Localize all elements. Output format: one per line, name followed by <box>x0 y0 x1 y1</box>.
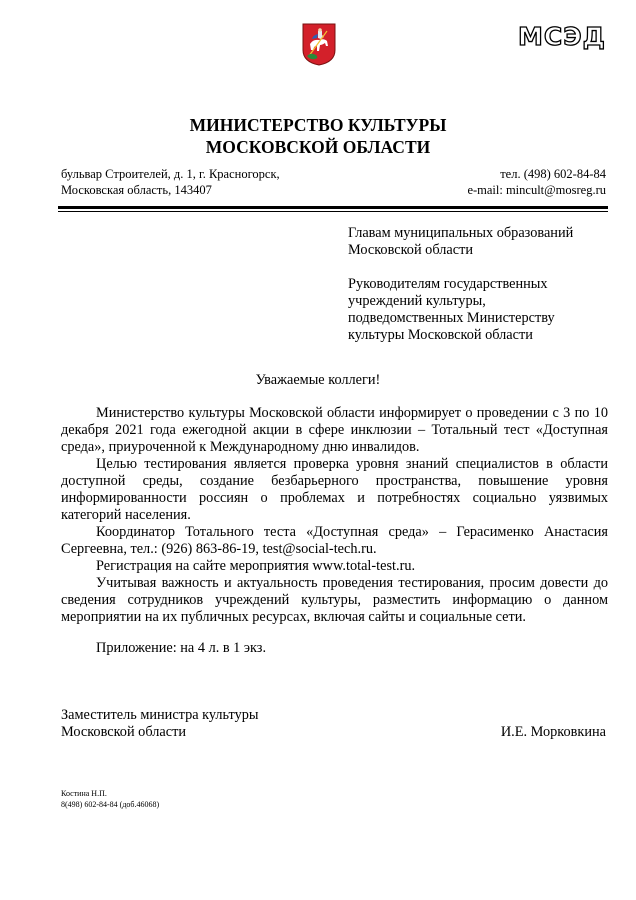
signer-position-line2: Московской области <box>61 724 186 740</box>
recipient-group-1 <box>348 225 608 259</box>
body-paragraph-4: Регистрация на сайте мероприятия www.total-test.ru. <box>96 558 416 574</box>
address-line1: бульвар Строителей, д. 1, г. Красногорск, <box>61 167 280 181</box>
ministry-title-line2: МОСКОВСКОЙ ОБЛАСТИ <box>205 137 431 157</box>
signer-name: И.Е. Морковкина <box>500 724 606 740</box>
ministry-address <box>61 166 280 198</box>
ministry-email: e-mail: mincult@mosreg.ru <box>467 183 606 197</box>
signer-position-line1: Заместитель министра культуры <box>61 707 259 723</box>
recipient-line: Главам муниципальных образований <box>348 225 574 241</box>
ministry-title <box>0 114 636 158</box>
recipient-line: учреждений культуры, <box>348 293 486 309</box>
greeting: Уважаемые коллеги! <box>255 372 381 388</box>
body-paragraph-1: Министерство культуры Московской области информирует о проведении с 3 по 10 декабря 2021 года ежегодной акции в сфере инклюзии – Тотальный тест «Доступная среда», приуроченной к Международному дню инвалидов. <box>61 405 608 455</box>
body-paragraph-3: Координатор Тотального теста «Доступная среда» – Герасименко Анастасия Сергеевна, тел.: (926) 863-86-19, test@social-tech.ru. <box>61 524 608 557</box>
recipient-line: Московской области <box>348 242 473 258</box>
body-paragraph-2: Целью тестирования является проверка уровня знаний специалистов в области доступной среды, создание безбарьерного пространства, повышение уровня информированности россиян о проблемах и потребностях социально уязвимых категорий населения. <box>61 456 608 523</box>
recipient-line: Руководителям государственных <box>348 276 548 292</box>
letter-body <box>61 405 608 626</box>
recipient-group-2 <box>348 276 608 344</box>
recipient-line: подведомственных Министерству <box>348 310 555 326</box>
attachment-note: Приложение: на 4 л. в 1 экз. <box>96 640 267 656</box>
recipient-line: культуры Московской области <box>348 327 533 343</box>
msed-stamp: МСЭД <box>518 22 606 51</box>
executor-info <box>61 788 159 810</box>
ministry-title-line1: МИНИСТЕРСТВО КУЛЬТУРЫ <box>189 115 447 135</box>
executor-phone: 8(498) 602-84-84 (доб.46068) <box>61 800 160 809</box>
signer-position <box>61 707 259 741</box>
header-divider-thick <box>58 206 608 209</box>
header-divider-thin <box>58 211 608 212</box>
body-paragraph-5: Учитывая важность и актуальность проведения тестирования, просим довести до сведения сотрудников учреждений культуры, разместить информацию о данном мероприятии на их публичных ресурсах, включая сайты и социальные сети. <box>61 575 608 625</box>
ministry-phone: тел. (498) 602-84-84 <box>500 167 606 181</box>
address-line2: Московская область, 143407 <box>61 183 212 197</box>
ministry-contacts <box>467 166 606 198</box>
moscow-oblast-coat-of-arms-icon <box>301 22 337 66</box>
executor-name: Костина Н.П. <box>61 789 107 798</box>
